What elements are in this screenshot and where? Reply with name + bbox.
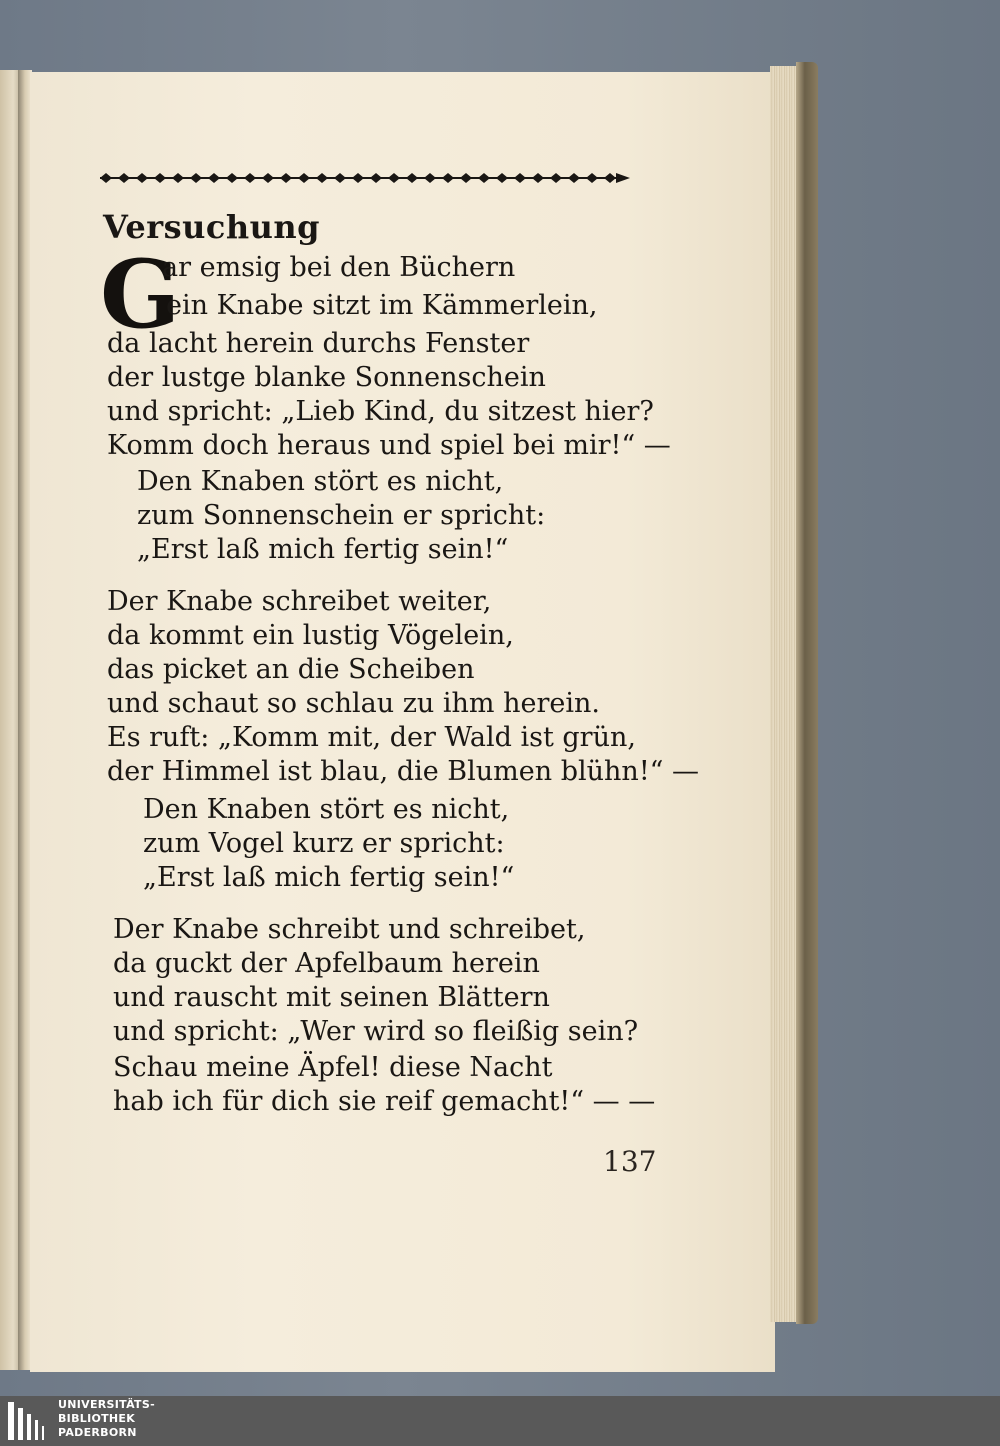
page-stack-edge [770,66,798,1322]
library-logo-text [58,1398,155,1440]
verse-line: da lacht herein durchs Fenster [107,328,530,359]
verse-line: Den Knaben stört es nicht, [143,794,510,825]
logo-line: PADERBORN [58,1426,137,1439]
verse-line: und spricht: „Wer wird so fleißig sein? [113,1016,639,1047]
verse-line: der Himmel ist blau, die Blumen blühn!“ — [107,756,700,787]
logo-line: UNIVERSITÄTS- [58,1398,155,1411]
page-number: 137 [603,1145,657,1178]
verse-line: Der Knabe schreibet weiter, [107,586,492,617]
verse-line: „Erst laß mich fertig sein!“ [143,862,515,893]
verse-line: Komm doch heraus und spiel bei mir!“ — [107,430,671,461]
verse-line: und spricht: „Lieb Kind, du sitzest hier? [107,396,654,427]
verse-line: Den Knaben stört es nicht, [137,466,504,497]
verse-line: da kommt ein lustig Vögelein, [107,620,514,651]
verse-line: „Erst laß mich fertig sein!“ [137,534,509,565]
verse-line: Der Knabe schreibt und schreibet, [113,914,586,945]
poem-title: Versuchung [103,208,321,246]
library-logo-icon [8,1400,50,1442]
verse-line: Schau meine Äpfel! diese Nacht [113,1052,553,1083]
verse-line: Es ruft: „Komm mit, der Wald ist grün, [107,722,636,753]
drop-capital: G [100,240,181,350]
verse-line: der lustge blanke Sonnenschein [107,362,546,393]
verse-line: ein Knabe sitzt im Kämmerlein, [166,290,598,321]
verse-line: zum Sonnenschein er spricht: [137,500,546,531]
ornamental-rule [100,170,630,186]
verse-line: das picket an die Scheiben [107,654,475,685]
verse-line: hab ich für dich sie reif gemacht!“ — — [113,1086,656,1117]
verse-line: und rauscht mit seinen Blättern [113,982,550,1013]
verse-line: ar emsig bei den Büchern [162,252,516,283]
book-cover-edge [796,62,818,1324]
verse-line: da guckt der Apfelbaum herein [113,948,540,979]
verse-line: zum Vogel kurz er spricht: [143,828,505,859]
verse-line: und schaut so schlau zu ihm herein. [107,688,600,719]
logo-line: BIBLIOTHEK [58,1412,136,1425]
